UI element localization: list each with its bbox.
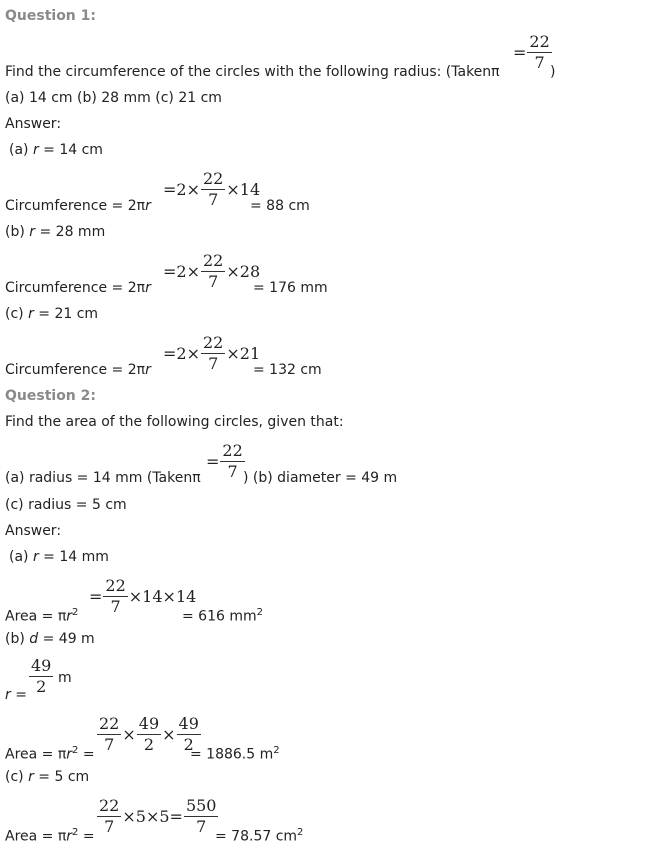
q2-part-b-area: Area = $\pi r^2$ = [5, 745, 95, 763]
q1-part-a-circumference: Circumference = 2πr [5, 198, 151, 214]
q2-part-b-radius-fraction: $\frac{49}{2}$ [31, 656, 52, 696]
question-1-parts: (a) 14 cm (b) 28 mm (c) 21 cm [5, 90, 222, 106]
q2-part-a-result: = 616 $mm^2$ [182, 607, 264, 625]
q1-part-c-result: = 132 cm [253, 362, 322, 378]
question-2-answer-label: Answer: [5, 523, 62, 539]
q2-part-a-radius: (a) r = 14 mm [9, 549, 109, 565]
question-1-answer-label: Answer: [5, 116, 62, 132]
q2-part-a-area: Area = $\pi r^2$ [5, 607, 79, 625]
q1-part-b-expression: =2× $\frac{22}{7}$ ×28 [163, 251, 261, 291]
pi-fraction-q1: = $\frac{22}{7}$ [513, 32, 550, 72]
q2-part-b-radius-eq: r = [5, 687, 27, 703]
pi-fraction-q2: = $\frac{22}{7}$ [206, 441, 243, 481]
q1-part-c-circumference: Circumference = 2πr [5, 362, 151, 378]
q1-part-b-radius: (b) r = 28 mm [5, 224, 106, 240]
question-1-prompt-close: ) [550, 64, 556, 80]
question-2-prompt: Find the area of the following circles, given that: [5, 414, 344, 430]
q2-part-b-diameter: (b) d = 49 m [5, 631, 95, 647]
q2-part-b-expression: $\frac{22}{7}$ × $\frac{49}{2}$ × $\frac{49}{2}$ [99, 714, 199, 754]
q1-part-a-radius: (a) r = 14 cm [9, 142, 103, 158]
q2-part-b-result: = 1886.5 $m^2$ [190, 745, 280, 763]
q1-part-a-expression: =2× $\frac{22}{7}$ ×14 [163, 169, 261, 209]
q2-part-c-result: = 78.57 $cm^2$ [215, 827, 304, 845]
q1-part-c-radius: (c) r = 21 cm [5, 306, 99, 322]
q2-part-b-radius-unit: m [58, 670, 72, 686]
q1-part-c-expression: =2× $\frac{22}{7}$ ×21 [163, 333, 261, 373]
q1-part-b-result: = 176 mm [253, 280, 328, 296]
question-2-part-c: (c) radius = 5 cm [5, 497, 127, 513]
question-1-title: Question 1: [5, 8, 96, 24]
q2-part-a-expression: = $\frac{22}{7}$ ×14×14 [89, 576, 197, 616]
q1-part-a-result: = 88 cm [250, 198, 310, 214]
question-2-title: Question 2: [5, 388, 96, 404]
q2-part-c-area: Area = $\pi r^2$ = [5, 827, 95, 845]
q2-part-c-radius: (c) r = 5 cm [5, 769, 90, 785]
q1-part-b-circumference: Circumference = 2πr [5, 280, 151, 296]
q2-part-c-expression: $\frac{22}{7}$ ×5×5= $\frac{550}{7}$ [99, 796, 217, 836]
question-2-part-a-b: (a) radius = 14 mm (Takenπ [5, 470, 201, 486]
question-1-prompt: Find the circumference of the circles with the following radius: (Takenπ [5, 64, 500, 80]
question-2-part-a-b-cont: ) (b) diameter = 49 m [243, 470, 398, 486]
